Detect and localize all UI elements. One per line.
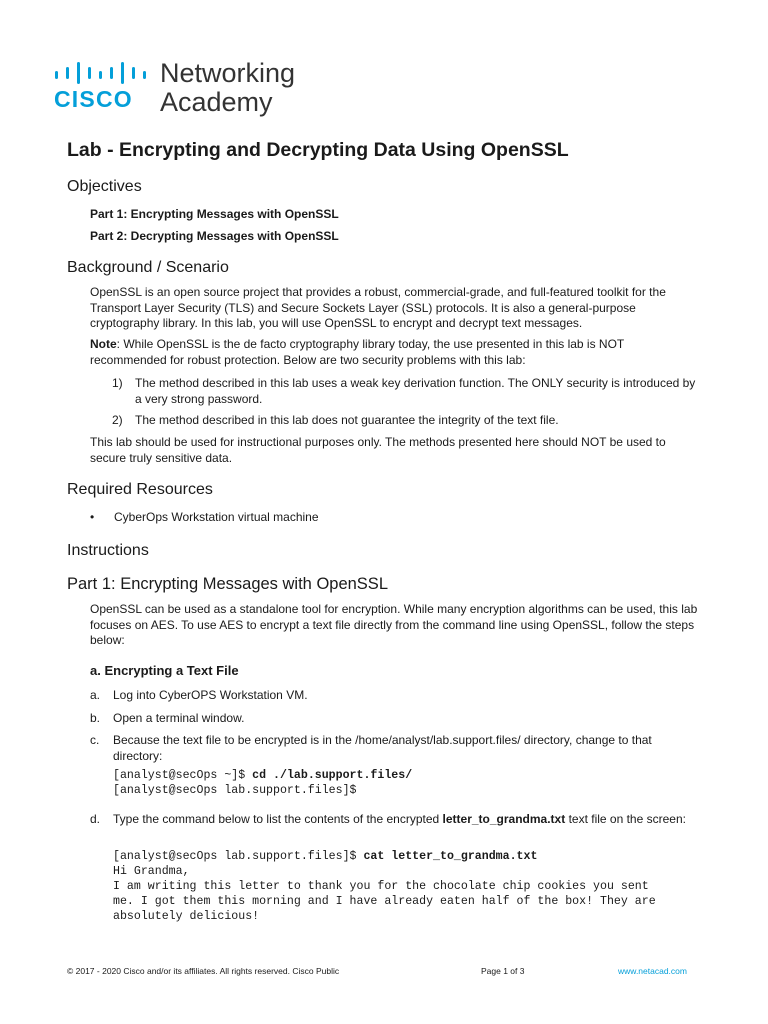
part1-intro: OpenSSL can be used as a standalone tool for encryption. While many encryption algorithms can be used, this lab focuses on AES. To use AES to encrypt a text file directly from the command line using OpenSSL, follow the steps below: <box>90 602 698 647</box>
background-heading: Background / Scenario <box>67 259 229 276</box>
list-number: 2) <box>112 413 123 427</box>
logo-academy: Academy <box>160 87 273 117</box>
code-output: absolutely delicious! <box>113 910 260 923</box>
background-paragraph: This lab should be used for instructional purposes only. The methods presented here should NOT be used to secure truly sensitive data. <box>90 435 666 465</box>
code-prompt: [analyst@secOps lab.support.files]$ <box>113 850 364 863</box>
note-paragraph <box>90 337 702 368</box>
step-text: Log into CyberOPS Workstation VM. <box>113 688 308 702</box>
objective-item: Part 2: Decrypting Messages with OpenSSL <box>90 229 339 243</box>
step-letter: a. <box>90 688 101 702</box>
objective-item: Part 1: Encrypting Messages with OpenSSL <box>90 207 339 221</box>
part1-heading: Part 1: Encrypting Messages with OpenSSL <box>67 575 388 593</box>
instructions-heading: Instructions <box>67 542 149 559</box>
code-output: Hi Grandma, <box>113 865 190 878</box>
code-prompt: [analyst@secOps ~]$ <box>113 769 253 782</box>
note-label: Note <box>90 337 117 351</box>
list-number: 1) <box>112 376 123 390</box>
cisco-bars-icon <box>54 62 154 84</box>
step-text <box>113 812 702 828</box>
objectives-heading: Objectives <box>67 178 142 195</box>
note-text: : While OpenSSL is the de facto cryptography library today, the use presented in this lab is NOT recommended for robust protection. Below are two security problems with this lab: <box>90 337 625 367</box>
footer-url-link[interactable]: www.netacad.com <box>618 966 687 976</box>
cisco-networking-academy-logo <box>54 56 314 120</box>
step-letter: b. <box>90 711 101 725</box>
cisco-wordmark: CISCO <box>54 86 133 112</box>
footer-copyright: © 2017 - 2020 Cisco and/or its affiliates. All rights reserved. Cisco Public <box>67 966 340 976</box>
step-text-part: text file on the screen: <box>565 812 686 826</box>
list-text: The method described in this lab does not guarantee the integrity of the text file. <box>135 413 559 427</box>
list-text: The method described in this lab uses a weak key derivation function. The ONLY security is introduced by a very strong password. <box>135 376 696 406</box>
code-output: I am writing this letter to thank you for the chocolate chip cookies you sent <box>113 880 649 893</box>
code-command: cat letter_to_grandma.txt <box>363 850 538 863</box>
code-prompt: [analyst@secOps lab.support.files]$ <box>113 784 357 797</box>
footer-page-number: Page 1 of 3 <box>481 966 525 976</box>
bullet-icon: • <box>90 510 95 524</box>
filename: letter_to_grandma.txt <box>442 812 566 826</box>
code-block <box>113 768 412 798</box>
step-text: Open a terminal window. <box>113 711 245 725</box>
code-output: me. I got them this morning and I have already eaten half of the box! They are <box>113 895 656 908</box>
background-paragraph: OpenSSL is an open source project that provides a robust, commercial-grade, and full-featured toolkit for the Transport Layer Security (TLS) and Secure Sockets Layer (SSL) protocols. It is also a general-purpose cryptography library. In this lab, you will use OpenSSL to encrypt and decrypt text messages. <box>90 285 666 330</box>
step-text: Because the text file to be encrypted is in the /home/analyst/lab.support.files/ directory, change to that directory: <box>113 733 652 763</box>
logo-networking: Networking <box>160 58 296 88</box>
step-letter: c. <box>90 733 100 747</box>
code-command: cd ./lab.support.files/ <box>252 769 413 782</box>
code-block <box>113 849 656 924</box>
step-text-part: Type the command below to list the contents of the encrypted <box>113 812 443 826</box>
resources-heading: Required Resources <box>67 481 213 498</box>
resource-text: CyberOps Workstation virtual machine <box>114 510 319 524</box>
page-title: Lab - Encrypting and Decrypting Data Using OpenSSL <box>67 139 569 161</box>
step-letter: d. <box>90 812 101 826</box>
step-subheading: a. Encrypting a Text File <box>90 663 239 678</box>
